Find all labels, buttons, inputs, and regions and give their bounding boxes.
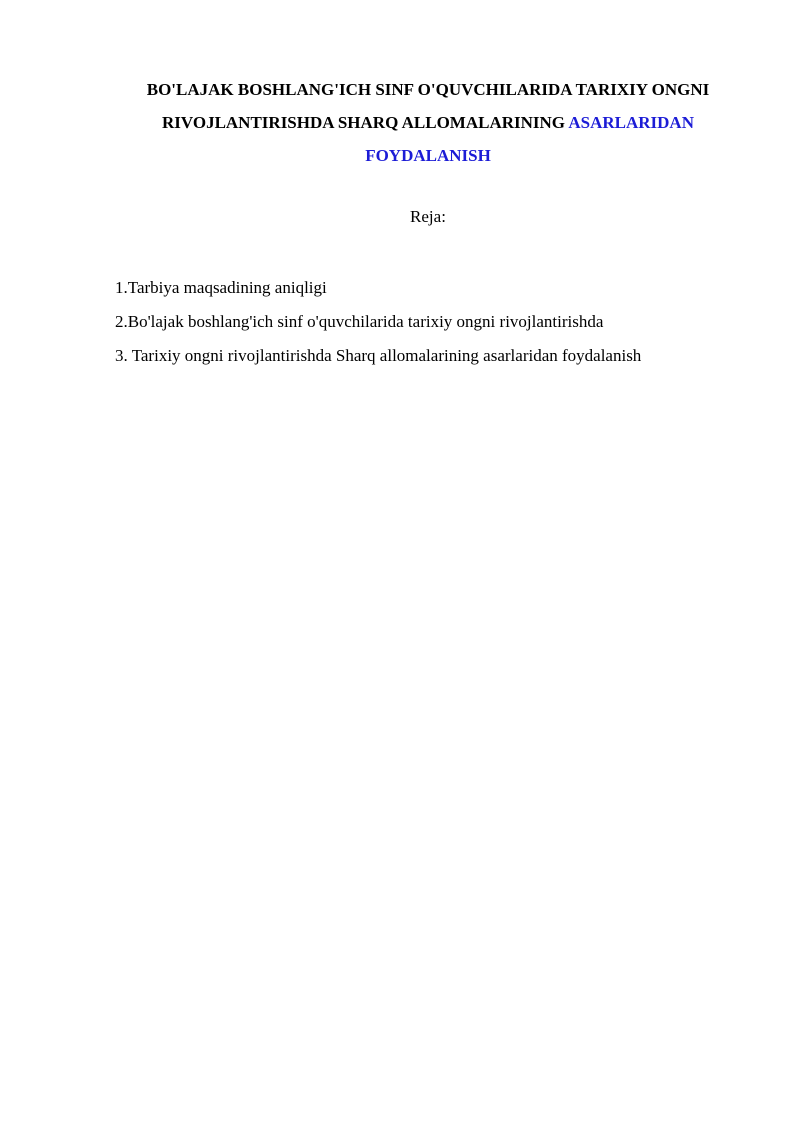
title-line-2 — [100, 106, 756, 139]
title-line-2-text: RIVOJLANTIRISHDA SHARQ ALLOMALARINING — [162, 113, 566, 132]
plan-item-3: 3. Tarixiy ongni rivojlantirishda Sharq allomalarining asarlaridan foydalanish — [115, 346, 642, 365]
title-line-2-highlight: ASARLARIDAN — [568, 113, 694, 132]
title-line-1: BO'LAJAK BOSHLANG'ICH SINF O'QUVCHILARIDA TARIXIY ONGNI — [146, 80, 710, 99]
title-line-3-highlight: FOYDALANISH — [365, 146, 491, 165]
plan-list — [115, 271, 755, 373]
document-title — [100, 73, 756, 172]
plan-item-1: 1.Tarbiya maqsadining aniqligi — [115, 278, 327, 297]
plan-item-2: 2.Bo'lajak boshlang'ich sinf o'quvchilarida tarixiy ongni rivojlantirishda — [115, 312, 604, 331]
plan-heading: Reja: — [410, 207, 446, 226]
